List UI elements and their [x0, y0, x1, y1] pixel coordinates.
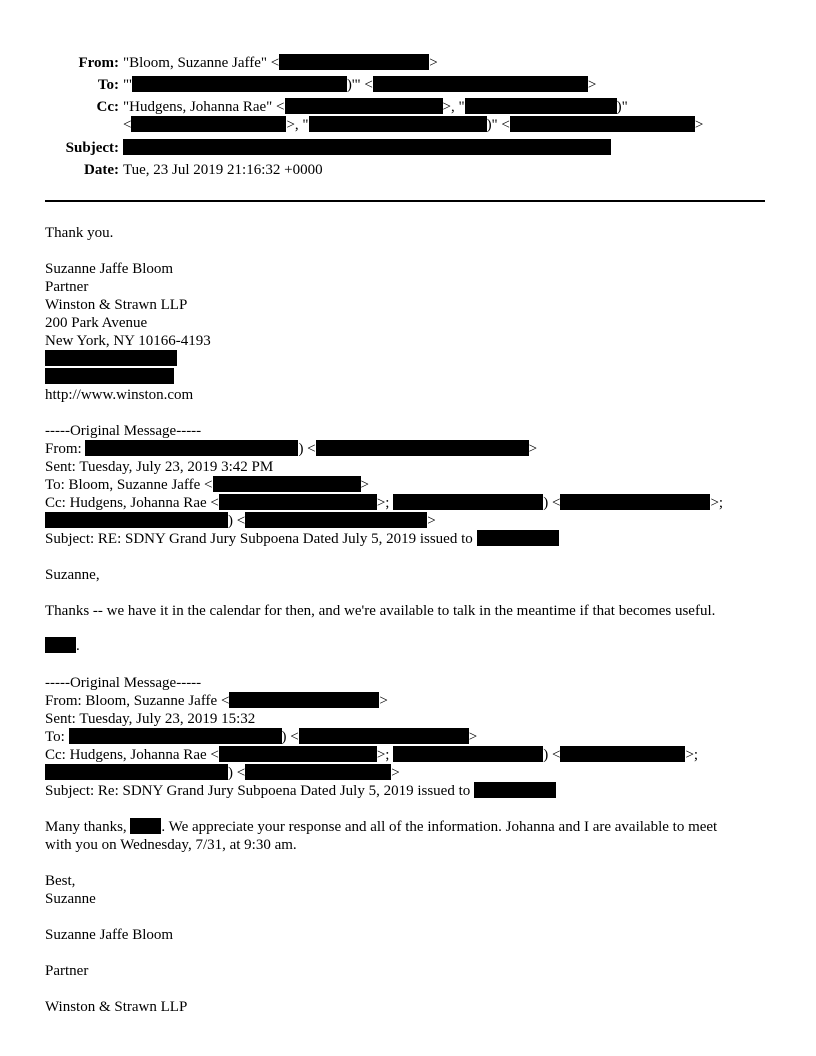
redaction-block: [474, 782, 556, 798]
redaction-block: [393, 494, 543, 510]
redaction-block: [45, 637, 76, 653]
redaction-block: [309, 116, 487, 132]
msg1-cc-cont: ) < >: [45, 512, 436, 530]
signature-redacted-phone: [45, 350, 177, 368]
redaction-block: [45, 764, 228, 780]
msg1-from: From: ) < >: [45, 441, 538, 457]
cc-label: Cc:: [96, 99, 119, 115]
original-message-divider-2: -----Original Message-----: [45, 675, 202, 691]
date-label: Date:: [84, 162, 119, 178]
redaction-block: [45, 368, 174, 384]
msg1-text: Thanks -- we have it in the calendar for then, and we're available to talk in the meantime if that becomes useful.: [45, 603, 716, 619]
msg2-from: From: Bloom, Suzanne Jaffe < >: [45, 693, 388, 709]
msg2-to: To: ) < >: [45, 729, 478, 745]
msg2-text-line-2: with you on Wednesday, 7/31, at 9:30 am.: [45, 837, 297, 853]
signature-address-1: 200 Park Avenue: [45, 315, 148, 331]
header-date-value: Tue, 23 Jul 2019 21:16:32 +0000: [123, 162, 323, 178]
msg1-to: To: Bloom, Suzanne Jaffe < >: [45, 477, 369, 493]
signature-name: Suzanne Jaffe Bloom: [45, 261, 174, 277]
msg2-signature-name: Suzanne Jaffe Bloom: [45, 927, 174, 943]
header-to-value: "' )'" < >: [123, 77, 597, 93]
redaction-block: [477, 530, 559, 546]
signature-redacted-email: [45, 368, 174, 386]
msg1-subject: Subject: RE: SDNY Grand Jury Subpoena Dated July 5, 2019 issued to: [45, 530, 559, 548]
redaction-block: [123, 139, 611, 155]
redaction-block: [393, 746, 543, 762]
msg2-signature-title: Partner: [45, 963, 89, 979]
redaction-block: [213, 476, 361, 492]
redaction-block: [131, 116, 286, 132]
redaction-block: [560, 494, 710, 510]
header-from-value: "Bloom, Suzanne Jaffe" < >: [123, 55, 438, 71]
redaction-block: [299, 728, 469, 744]
redaction-block: [85, 440, 298, 456]
msg2-closing: Best,: [45, 873, 76, 889]
redaction-block: [373, 76, 588, 92]
msg2-signature-firm: Winston & Strawn LLP: [45, 999, 188, 1015]
msg1-signoff: .: [45, 637, 80, 655]
redaction-block: [316, 440, 529, 456]
redaction-block: [560, 746, 685, 762]
redaction-block: [219, 494, 377, 510]
msg2-cc: Cc: Hudgens, Johanna Rae < >; ) < >;: [45, 747, 699, 763]
signature-address-2: New York, NY 10166-4193: [45, 333, 211, 349]
signature-title: Partner: [45, 279, 89, 295]
header-cc-value-cont: < >, " )" < >: [123, 117, 704, 133]
from-name: "Bloom, Suzanne Jaffe" <: [123, 55, 280, 71]
redaction-block: [132, 76, 347, 92]
redaction-block: [465, 98, 617, 114]
redaction-block: [219, 746, 377, 762]
redaction-block: [130, 818, 161, 834]
redaction-block: [285, 98, 443, 114]
msg2-cc-cont: ) < >: [45, 764, 400, 782]
redaction-block: [279, 54, 429, 70]
msg2-sent: Sent: Tuesday, July 23, 2019 15:32: [45, 711, 256, 727]
redaction-block: [45, 512, 228, 528]
thanks-line: Thank you.: [45, 225, 114, 241]
signature-firm: Winston & Strawn LLP: [45, 297, 188, 313]
msg2-subject: Subject: Re: SDNY Grand Jury Subpoena Dated July 5, 2019 issued to: [45, 782, 556, 800]
redaction-block: [245, 764, 391, 780]
header-divider: [45, 200, 765, 202]
from-label: From:: [78, 55, 119, 71]
msg1-cc: Cc: Hudgens, Johanna Rae < >; ) < >;: [45, 495, 724, 511]
redaction-block: [45, 350, 177, 366]
header-cc-value: "Hudgens, Johanna Rae" < >, " )": [123, 99, 628, 115]
website-link[interactable]: http://www.winston.com: [45, 387, 194, 403]
msg2-text-line-1: Many thanks, . We appreciate your response and all of the information. Johanna and I are available to meet: [45, 819, 718, 835]
header-subject-value: [123, 139, 611, 157]
redaction-block: [245, 512, 427, 528]
redaction-block: [69, 728, 282, 744]
redaction-block: [229, 692, 379, 708]
to-label: To:: [97, 77, 119, 93]
redaction-block: [510, 116, 695, 132]
msg2-closing-name: Suzanne: [45, 891, 96, 907]
msg1-sent: Sent: Tuesday, July 23, 2019 3:42 PM: [45, 459, 274, 475]
original-message-divider: -----Original Message-----: [45, 423, 202, 439]
msg1-greeting: Suzanne,: [45, 567, 100, 583]
subject-label: Subject:: [65, 140, 119, 156]
signature-website-link[interactable]: [45, 386, 193, 404]
